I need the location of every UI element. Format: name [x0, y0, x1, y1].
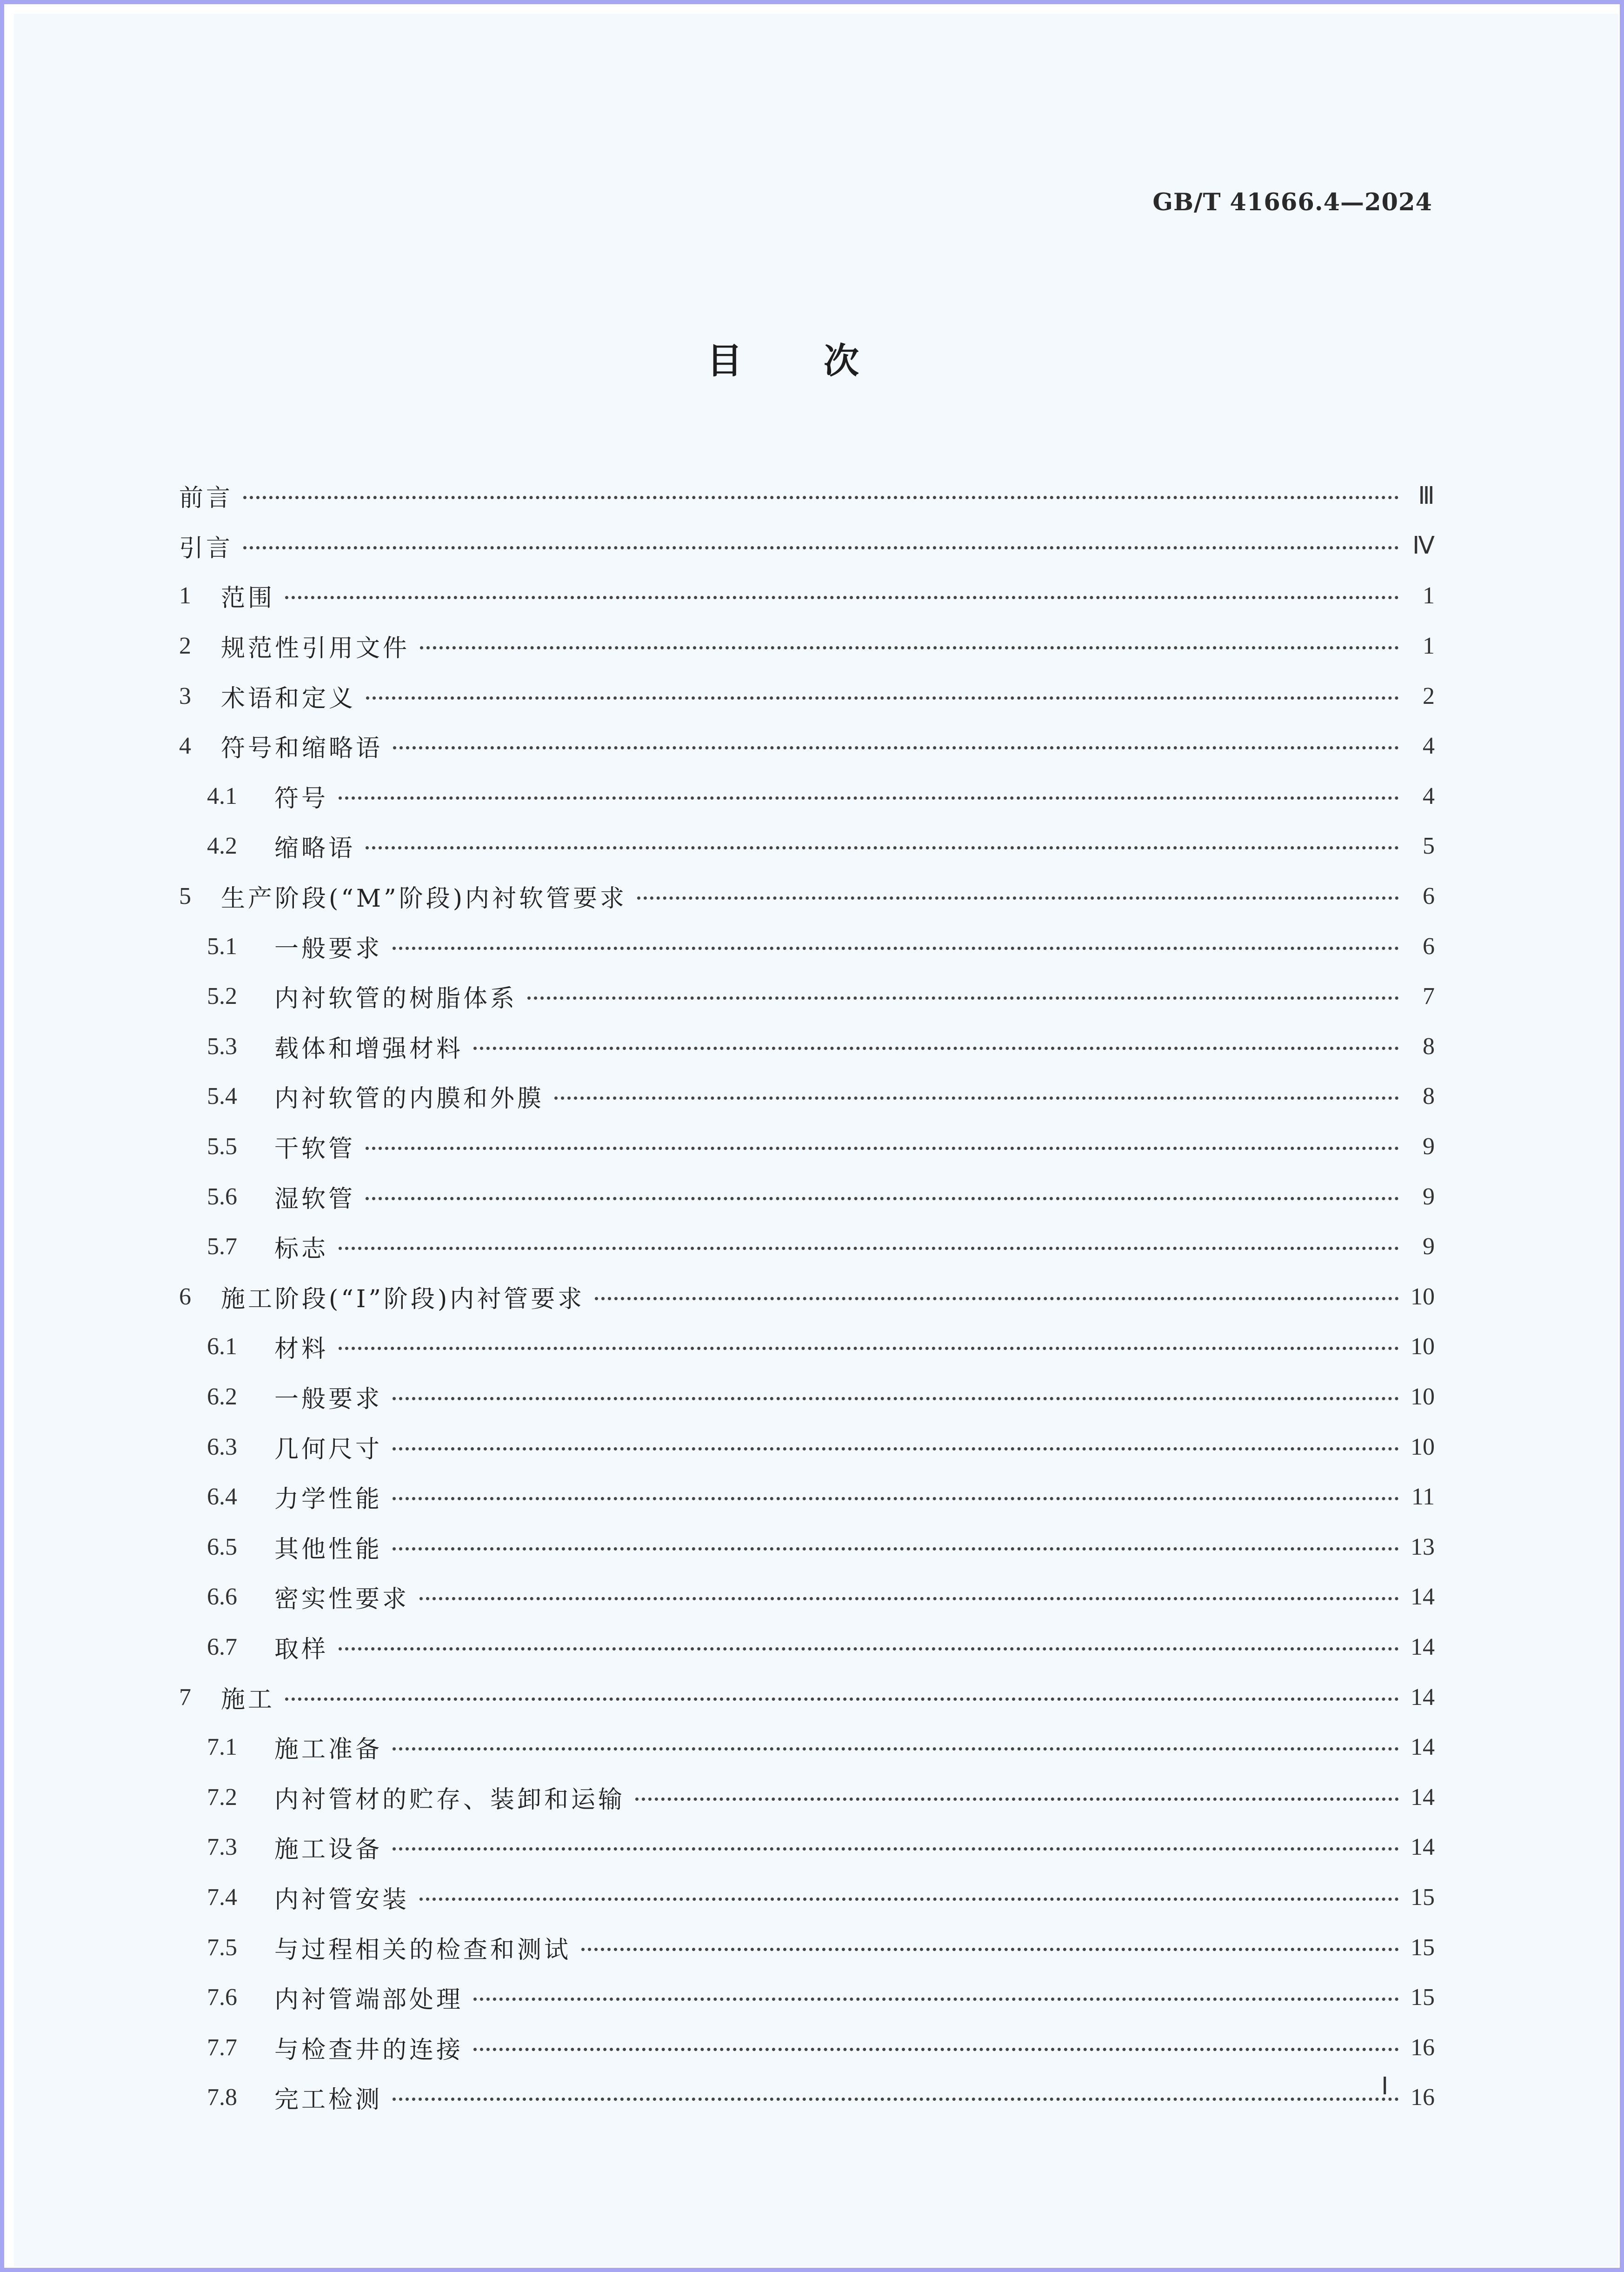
dot-leader: [393, 1397, 1399, 1400]
dot-leader: [393, 2098, 1399, 2101]
toc-entry-number: 5.1: [207, 933, 237, 960]
dot-leader: [243, 496, 1399, 499]
toc-entry[interactable]: [179, 1322, 1435, 1372]
toc-entry-page: 11: [1411, 1483, 1435, 1510]
dot-leader: [393, 1547, 1399, 1550]
toc-entry[interactable]: [179, 1822, 1435, 1872]
toc-entry-label: 内衬软管的树脂体系: [274, 985, 518, 1013]
toc-entry-number: 6.5: [207, 1533, 237, 1560]
toc-entry-label: 取样: [274, 1635, 329, 1664]
toc-entry-page: 9: [1423, 1133, 1435, 1160]
dot-leader: [393, 1847, 1399, 1851]
dot-leader: [393, 1447, 1399, 1450]
toc-entry-page: 14: [1411, 1633, 1435, 1660]
toc-entry-label: 施工准备: [274, 1736, 383, 1764]
toc-entry-number: 7.1: [207, 1734, 237, 1761]
toc-entry[interactable]: [179, 521, 1435, 571]
toc-entry-page: 8: [1423, 1033, 1435, 1060]
toc-entry[interactable]: [179, 1272, 1435, 1322]
toc-entry[interactable]: [179, 1872, 1435, 1923]
toc-entry-page: 10: [1411, 1283, 1435, 1310]
toc-entry-number: 1: [179, 582, 191, 609]
toc-entry[interactable]: [179, 1672, 1435, 1722]
dot-leader: [393, 746, 1399, 749]
toc-entry[interactable]: [179, 971, 1435, 1022]
toc-entry-number: 6.7: [207, 1633, 237, 1660]
toc-entry-page: 10: [1411, 1433, 1435, 1460]
toc-entry-page: 10: [1411, 1383, 1435, 1410]
toc-entry[interactable]: [179, 1972, 1435, 2023]
toc-entry-label: 载体和增强材料: [274, 1035, 464, 1063]
toc-entry-page: 1: [1423, 633, 1435, 660]
page-folio: Ⅰ: [1381, 2073, 1389, 2100]
toc-entry-number: 6.2: [207, 1383, 237, 1410]
dot-leader: [339, 1247, 1399, 1250]
toc-entry-label: 缩略语: [274, 835, 356, 863]
toc-entry-number: 6.1: [207, 1333, 237, 1360]
toc-entry-number: 5.2: [207, 983, 237, 1010]
toc-entry-number: 5.6: [207, 1183, 237, 1210]
dot-leader: [393, 1497, 1399, 1500]
toc-entry-label: 符号和缩略语: [221, 735, 383, 763]
toc-entry-number: 7: [179, 1684, 191, 1711]
toc-entry-label: 术语和定义: [221, 684, 356, 713]
toc-entry-label: 范围: [221, 584, 275, 613]
toc-entry-number: 7.8: [207, 2084, 237, 2111]
toc-entry-label: 内衬管材的贮存、装卸和运输: [274, 1785, 626, 1814]
toc-entry-page: 9: [1423, 1233, 1435, 1260]
toc-entry-label: 其他性能: [274, 1535, 383, 1564]
toc-entry-page: Ⅲ: [1418, 482, 1435, 509]
toc-entry-label: 完工检测: [274, 2086, 383, 2114]
toc-entry-page: 14: [1411, 1584, 1435, 1610]
toc-entry-page: 4: [1423, 782, 1435, 809]
dot-leader: [393, 947, 1399, 950]
toc-entry[interactable]: [179, 1372, 1435, 1422]
toc-entry[interactable]: [179, 1522, 1435, 1572]
toc-entry[interactable]: [179, 671, 1435, 721]
dot-leader: [339, 1347, 1399, 1350]
toc-entry[interactable]: [179, 1572, 1435, 1622]
toc-entry[interactable]: [179, 471, 1435, 521]
toc-entry-page: 1: [1423, 582, 1435, 609]
dot-leader: [635, 1798, 1399, 1801]
toc-entry-page: 13: [1411, 1533, 1435, 1560]
toc-entry-label: 几何尺寸: [274, 1435, 383, 1463]
toc-entry-number: 6.4: [207, 1483, 237, 1510]
toc-entry[interactable]: [179, 571, 1435, 621]
toc-title: [707, 333, 859, 383]
table-of-contents: [179, 471, 1435, 2123]
toc-entry-label: 与过程相关的检查和测试: [274, 1936, 572, 1964]
toc-entry[interactable]: [179, 771, 1435, 822]
toc-entry[interactable]: [179, 621, 1435, 671]
toc-entry-number: 6.6: [207, 1584, 237, 1610]
toc-entry-number: 7.2: [207, 1784, 237, 1811]
toc-entry[interactable]: [179, 2072, 1435, 2123]
dot-leader: [366, 846, 1399, 849]
document-code: GB/T 41666.4—2024: [1152, 188, 1432, 216]
toc-entry-page: 14: [1411, 1784, 1435, 1811]
toc-entry-label: 施工设备: [274, 1836, 383, 1864]
toc-entry-label: 一般要求: [274, 1385, 383, 1413]
toc-entry-number: 7.3: [207, 1834, 237, 1861]
dot-leader: [595, 1297, 1399, 1300]
toc-entry-label: 密实性要求: [274, 1585, 410, 1614]
dot-leader: [581, 1948, 1399, 1951]
toc-entry-label: 标志: [274, 1235, 329, 1263]
toc-entry-label: 施工: [221, 1685, 275, 1714]
toc-entry-page: 14: [1411, 1734, 1435, 1761]
toc-entry-page: 14: [1411, 1834, 1435, 1861]
toc-entry-number: 5.5: [207, 1133, 237, 1160]
toc-entry-page: 4: [1423, 733, 1435, 760]
dot-leader: [339, 1647, 1399, 1651]
toc-entry[interactable]: [179, 1222, 1435, 1272]
toc-title-char: 次: [824, 340, 859, 381]
toc-entry-page: 16: [1411, 2034, 1435, 2061]
dot-leader: [473, 1047, 1399, 1050]
toc-entry-page: 9: [1423, 1183, 1435, 1210]
dot-leader: [243, 546, 1399, 549]
dot-leader: [473, 1998, 1399, 2001]
toc-entry[interactable]: [179, 1772, 1435, 1822]
dot-leader: [366, 696, 1399, 700]
toc-entry-number: 7.5: [207, 1934, 237, 1961]
toc-entry[interactable]: [179, 2022, 1435, 2072]
toc-entry-page: 7: [1423, 983, 1435, 1010]
toc-entry-label: 内衬软管的内膜和外膜: [274, 1085, 545, 1113]
toc-entry-label: 内衬管安装: [274, 1885, 410, 1914]
toc-entry-page: 16: [1411, 2084, 1435, 2111]
toc-entry-number: 6: [179, 1283, 191, 1310]
toc-entry-number: 4.2: [207, 833, 237, 860]
toc-entry-label: 材料: [274, 1335, 329, 1363]
toc-entry-label: 干软管: [274, 1135, 356, 1163]
toc-entry-number: 5: [179, 883, 191, 910]
toc-entry-label: 湿软管: [274, 1185, 356, 1213]
toc-entry-page: 6: [1423, 933, 1435, 960]
dot-leader: [419, 1898, 1399, 1901]
toc-entry-number: 7.6: [207, 1984, 237, 2011]
toc-entry[interactable]: [179, 921, 1435, 971]
dot-leader: [285, 1697, 1399, 1701]
toc-entry[interactable]: [179, 871, 1435, 922]
toc-entry-page: 6: [1423, 883, 1435, 910]
toc-entry-page: 15: [1411, 1934, 1435, 1961]
toc-entry-number: 6.3: [207, 1433, 237, 1460]
toc-entry-number: 2: [179, 633, 191, 660]
toc-entry-number: 4.1: [207, 782, 237, 809]
toc-entry[interactable]: [179, 1922, 1435, 1972]
toc-entry-number: 3: [179, 682, 191, 709]
toc-entry[interactable]: [179, 1422, 1435, 1472]
toc-entry-page: 15: [1411, 1884, 1435, 1911]
dot-leader: [527, 996, 1399, 1000]
dot-leader: [285, 596, 1399, 599]
toc-entry-page: Ⅳ: [1412, 533, 1435, 560]
toc-entry-label: 一般要求: [274, 935, 383, 963]
dot-leader: [366, 1197, 1399, 1200]
toc-entry-page: 5: [1423, 833, 1435, 860]
dot-leader: [393, 1747, 1399, 1751]
toc-entry-page: 10: [1411, 1333, 1435, 1360]
toc-entry-number: 4: [179, 733, 191, 760]
toc-entry-page: 8: [1423, 1083, 1435, 1110]
dot-leader: [473, 2048, 1399, 2051]
dot-leader: [637, 896, 1399, 900]
toc-entry-number: 5.3: [207, 1033, 237, 1060]
toc-entry[interactable]: [179, 1022, 1435, 1072]
toc-entry-label: 前言: [179, 484, 233, 513]
toc-entry-label: 生产阶段(“M”阶段)内衬软管要求: [221, 885, 627, 913]
toc-entry-number: 7.7: [207, 2034, 237, 2061]
toc-entry-number: 7.4: [207, 1884, 237, 1911]
toc-entry[interactable]: [179, 821, 1435, 871]
toc-entry[interactable]: [179, 1722, 1435, 1772]
toc-entry-label: 施工阶段(“I”阶段)内衬管要求: [221, 1285, 585, 1313]
dot-leader: [420, 646, 1399, 649]
toc-entry[interactable]: [179, 1472, 1435, 1522]
dot-leader: [554, 1096, 1399, 1100]
toc-entry-label: 符号: [274, 784, 329, 813]
toc-entry-number: 5.7: [207, 1233, 237, 1260]
toc-entry[interactable]: [179, 1622, 1435, 1672]
toc-title-char: 目: [707, 340, 742, 381]
dot-leader: [419, 1597, 1399, 1600]
toc-entry-label: 力学性能: [274, 1485, 383, 1514]
dot-leader: [339, 796, 1399, 800]
toc-entry-label: 与检查井的连接: [274, 2036, 464, 2064]
toc-entry[interactable]: [179, 1171, 1435, 1222]
toc-entry[interactable]: [179, 721, 1435, 771]
toc-entry-page: 2: [1423, 682, 1435, 709]
toc-entry-page: 15: [1411, 1984, 1435, 2011]
toc-entry-label: 引言: [179, 534, 233, 562]
toc-entry[interactable]: [179, 1122, 1435, 1172]
toc-entry-page: 14: [1411, 1684, 1435, 1711]
toc-entry-number: 5.4: [207, 1083, 237, 1110]
toc-entry-label: 内衬管端部处理: [274, 1986, 464, 2014]
dot-leader: [366, 1147, 1399, 1150]
toc-entry[interactable]: [179, 1071, 1435, 1122]
toc-entry-label: 规范性引用文件: [221, 635, 410, 663]
